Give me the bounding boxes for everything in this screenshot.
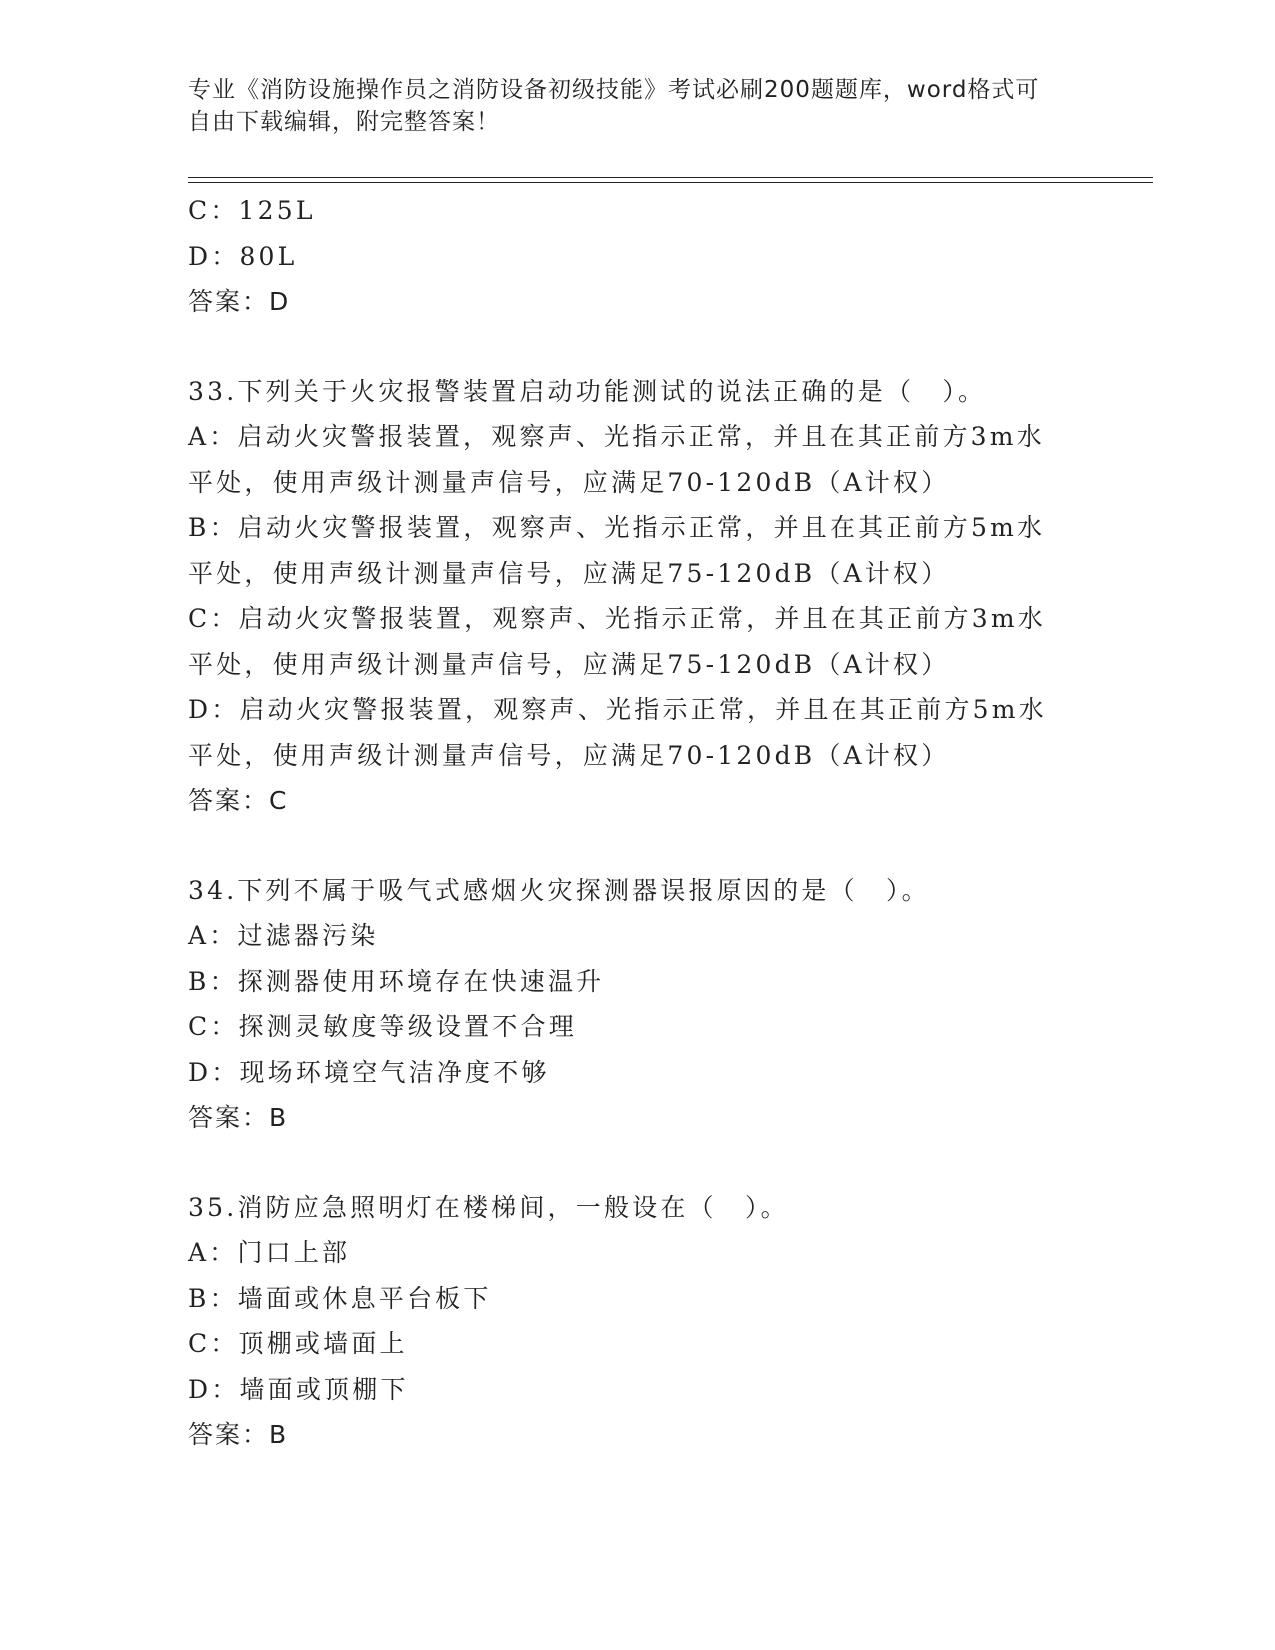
- question-32-tail: [188, 188, 1088, 325]
- option-c-line-2: 平处，使用声级计测量声信号，应满足75-120dB（A计权）: [188, 649, 950, 679]
- header-title-line-1: 专业《消防设施操作员之消防设备初级技能》考试必刷200题题库，word格式可: [188, 77, 1040, 103]
- option-c: C：顶棚或墙面上: [188, 1329, 408, 1358]
- option-d-line-2: 平处，使用声级计测量声信号，应满足70-120dB（A计权）: [188, 740, 950, 770]
- option-a-line-2: 平处，使用声级计测量声信号，应满足70-120dB（A计权）: [188, 467, 950, 497]
- option-b: B：探测器使用环境存在快速温升: [188, 966, 605, 996]
- spacer: [188, 325, 1088, 369]
- option-d-line-1: D：启动火灾警报装置，观察声、光指示正常，并且在其正前方5m水: [188, 695, 1047, 724]
- question-stem: 33.下列关于火灾报警装置启动功能测试的说法正确的是（ ）。: [188, 376, 987, 406]
- question-list: [188, 188, 1088, 1458]
- option-c: C：125L: [188, 196, 316, 225]
- question-34: [188, 868, 1088, 1141]
- question-33: [188, 369, 1088, 824]
- option-c-line-1: C：启动火灾警报装置，观察声、光指示正常，并且在其正前方3m水: [188, 604, 1046, 633]
- answer-line: 答案：C: [188, 786, 289, 815]
- question-stem: 34.下列不属于吸气式感烟火灾探测器误报原因的是（ ）。: [188, 875, 930, 905]
- question-stem: 35.消防应急照明灯在楼梯间，一般设在（ ）。: [188, 1192, 789, 1222]
- option-d: D：80L: [188, 241, 298, 271]
- option-a: A：门口上部: [188, 1238, 351, 1267]
- header-divider-top: [188, 177, 1153, 178]
- option-b: B：墙面或休息平台板下: [188, 1283, 492, 1313]
- option-b-line-2: 平处，使用声级计测量声信号，应满足75-120dB（A计权）: [188, 558, 950, 588]
- answer-line: 答案：B: [188, 1420, 289, 1449]
- page-header: [188, 74, 1068, 138]
- option-d: D：现场环境空气洁净度不够: [188, 1057, 550, 1087]
- spacer: [188, 824, 1088, 868]
- answer-line: 答案：B: [188, 1103, 289, 1132]
- header-title-line-2: 自由下载编辑，附完整答案！: [188, 109, 500, 135]
- answer-line: 答案：D: [188, 287, 291, 316]
- spacer: [188, 1141, 1088, 1185]
- option-c: C：探测灵敏度等级设置不合理: [188, 1012, 577, 1041]
- option-a-line-1: A：启动火灾警报装置，观察声、光指示正常，并且在其正前方3m水: [188, 422, 1045, 451]
- option-a: A：过滤器污染: [188, 921, 379, 950]
- header-divider-bottom: [188, 182, 1153, 183]
- option-b-line-1: B：启动火灾警报装置，观察声、光指示正常，并且在其正前方5m水: [188, 513, 1046, 542]
- question-35: [188, 1185, 1088, 1458]
- option-d: D：墙面或顶棚下: [188, 1374, 409, 1404]
